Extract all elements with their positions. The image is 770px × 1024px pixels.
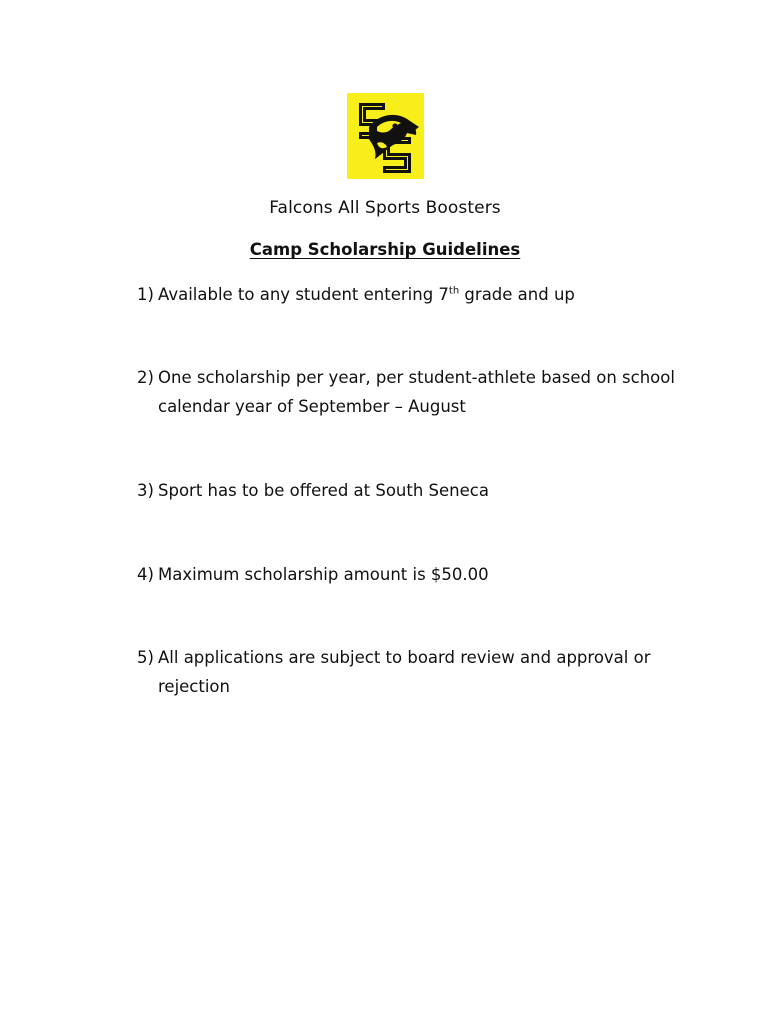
- guideline-text: All applications are subject to board review and approval or rejection: [158, 648, 651, 696]
- falcon-ss-logo-icon: [347, 93, 424, 179]
- guideline-item: [137, 363, 697, 421]
- guideline-number: 2): [137, 368, 154, 387]
- guideline-text-main: Available to any student entering 7: [158, 285, 449, 304]
- organization-name: Falcons All Sports Boosters: [269, 198, 501, 218]
- guideline-number: 5): [137, 648, 154, 667]
- guideline-text: Maximum scholarship amount is $50.00: [158, 565, 489, 584]
- guideline-item: [137, 643, 697, 701]
- guideline-item: [137, 560, 697, 589]
- guideline-text: [158, 280, 697, 309]
- guideline-text-rest: grade and up: [459, 285, 575, 304]
- guideline-number: 4): [137, 565, 154, 584]
- guideline-text: Sport has to be offered at South Seneca: [158, 481, 489, 500]
- ordinal-suffix: th: [448, 285, 460, 297]
- document-title: Camp Scholarship Guidelines: [249, 240, 521, 259]
- guideline-number: 1): [137, 285, 154, 304]
- guideline-text: One scholarship per year, per student-athlete based on school calendar year of September – August: [158, 368, 675, 416]
- guideline-item: [137, 476, 697, 505]
- guideline-item: [137, 280, 697, 309]
- guideline-number: 3): [137, 481, 154, 500]
